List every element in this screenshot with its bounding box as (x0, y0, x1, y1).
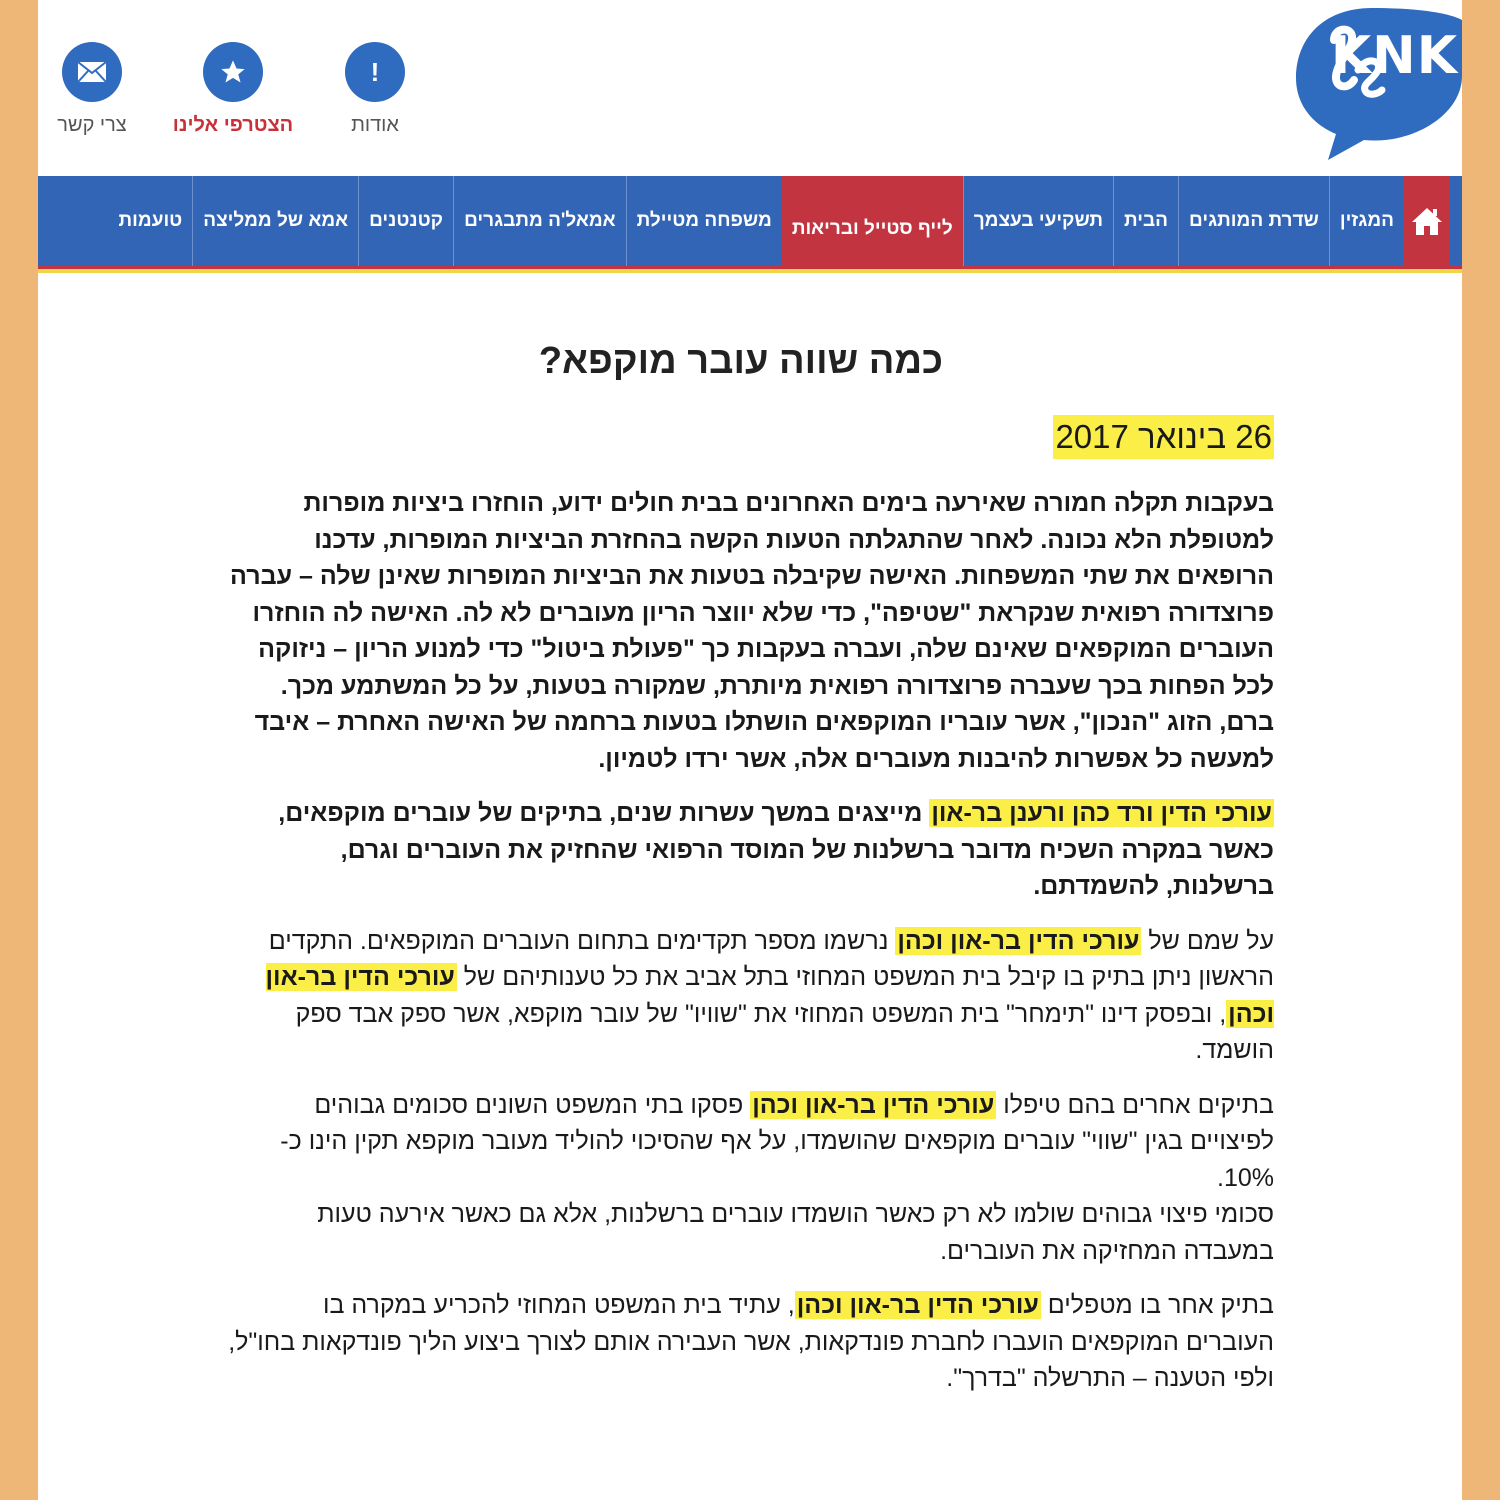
highlight-lawyers-names: עורכי הדין בר-און וכהן (897, 926, 1140, 955)
contact-link[interactable] (38, 42, 162, 137)
article-paragraph-4: בתיקים אחרים בהם טיפלו עורכי הדין בר-און וכהן פסקו בתי המשפט השונים סכומים גבוהים לפיצויים בגין "שווי" עוברים מוקפאים שהושמדו, על אף שהסיכוי להוליד מעובר מוקפא תקין הינו כ- 10%. (280, 1090, 1274, 1192)
main-nav (38, 176, 1462, 266)
logo-text: KNK (1330, 26, 1458, 86)
article-paragraph-4b: סכומי פיצוי גבוהים שולמו לא רק כאשר הושמדו עוברים ברשלנות, אלא גם כאשר אירעה טעות במעבדה המחזיקה את העוברים. (317, 1200, 1274, 1265)
article-paragraph-5: בתיק אחר בו מטפלים עורכי הדין בר-און וכהן, עתיד בית המשפט המחוזי להכריע במקרה בו העוברים המוקפאים הועברו לחברת פונדקאות, אשר העבירה אותם לצורך ביצוע הליך פונדקאות בחו"ל, ולפי הטענה – התרשלה "בדרך". (228, 1291, 1274, 1392)
article-date: 26 בינואר 2017 (1053, 415, 1274, 459)
nav-item-tasting[interactable]: טועמות (118, 210, 183, 231)
home-button[interactable] (1404, 176, 1450, 266)
article-intro: בעקבות תקלה חמורה שאירעה בימים האחרונים בבית חולים ידוע, הוחזרו ביציות מופרות למטופלת הלא נכונה. לאחר שהתגלתה הטעות הקשה בהחזרת הביציות המופרות, עדכנו הרופאים את שתי המשפחות. האישה שקיבלה בטעות את הביציות המופרות שאינן שלה – עברה פרוצדורה רפואית שנקראת "שטיפה", כדי שלא יווצר הריון מעוברים לא לה. האישה לה הוחזרו העוברים המוקפאים שאינם שלה, ועברה בעקבות כך "פעולת ביטול" כדי למנוע הריון – ניזוקה לכל הפחות בכך שעברה פרוצדורה רפואית מיותרת, שמקורה בטעות, על כל המשתמע מכך. ברם, הזוג "הנכון", אשר עובריו המוקפאים הושתלו בטעות ברחמה של האישה האחרת – איבד למעשה כל אפשרות להיבנות מעוברים אלה, אשר ירדו לטמיון. (230, 489, 1274, 773)
nav-item-invest-yourself[interactable]: תשקיעי בעצמך (963, 176, 1113, 266)
exclamation-icon: ! (345, 42, 405, 102)
nav-item-magazine[interactable]: המגזין (1329, 176, 1404, 266)
article (228, 340, 1274, 1397)
join-us-label: הצטרפי אלינו (172, 114, 294, 136)
nav-item-lifestyle-health[interactable]: לייף סטייל ובריאות (782, 176, 963, 266)
nav-item-travel-family[interactable]: משפחה מטיילת (626, 176, 782, 266)
nav-item-home[interactable]: הבית (1113, 176, 1178, 266)
web-page (38, 0, 1462, 1500)
highlight-lawyers-names: עורכי הדין בר-און וכהן (752, 1090, 995, 1119)
site-logo[interactable] (1262, 0, 1462, 170)
highlight-lawyers-names: עורכי הדין בר-און וכהן (265, 963, 1274, 1028)
join-us-link[interactable] (163, 42, 303, 137)
article-title: כמה שווה עובר מוקפא? (538, 340, 944, 382)
nav-item-mom-recommends[interactable]: אמא של ממליצה (192, 176, 358, 266)
nav-item-toddlers[interactable]: קטנטנים (358, 176, 453, 266)
nav-underline-stripe (38, 266, 1462, 273)
envelope-icon (62, 42, 122, 102)
home-icon (1410, 205, 1444, 237)
highlight-lawyers-names: עורכי הדין ורד כהן ורענן בר-און (931, 799, 1272, 827)
contact-label: צרי קשר (57, 114, 127, 136)
highlight-lawyers-names: עורכי הדין בר-און וכהן (796, 1291, 1039, 1319)
star-icon (203, 42, 263, 102)
about-link[interactable] (305, 42, 445, 137)
nav-item-teens[interactable]: אמאל'ה מתבגרים (453, 176, 626, 266)
article-paragraph-2: עורכי הדין ורד כהן ורענן בר-און מייצגים במשך עשרות שנים, בתיקים של עוברים מוקפאים, כאשר במקרה השכיח מדובר ברשלנות של המוסד הרפואי שהחזיק את העוברים וגרם, ברשלנות, להשמדתם. (278, 799, 1274, 900)
nav-item-brands[interactable]: שדרת המותגים (1178, 176, 1329, 266)
article-paragraph-3: על שמם של עורכי הדין בר-און וכהן נרשמו מספר תקדימים בתחום העוברים המוקפאים. התקדים הראשון ניתן בתיק בו קיבל בית המשפט המחוזי בתל אביב את כל טענותיהם של עורכי הדין בר-און וכהן, ובפסק דינו "תימחר" בית המשפט המחוזי את "שוויו" של עובר מוקפא, אשר ספק אבד ספק הושמד. (265, 926, 1274, 1064)
about-label: אודות (351, 114, 399, 136)
